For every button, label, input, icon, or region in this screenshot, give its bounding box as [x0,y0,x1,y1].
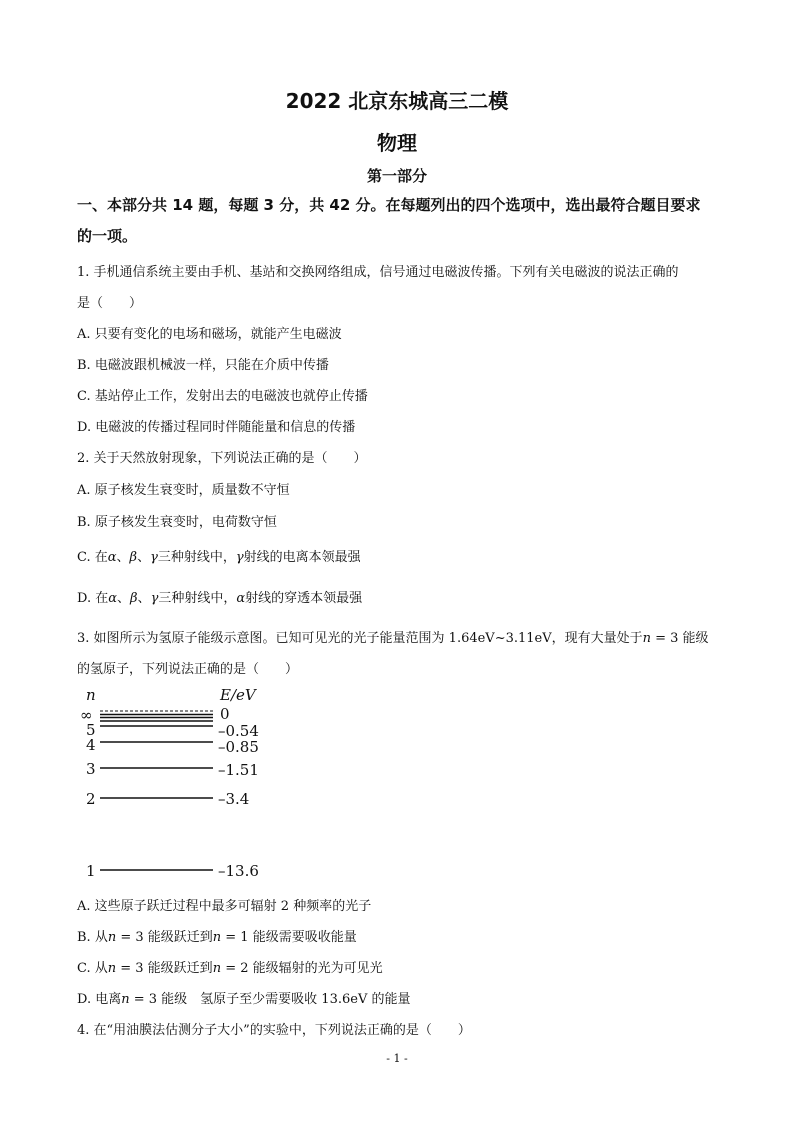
question-3-option-a: A. 这些原子跃迁过程中最多可辐射 2 种频率的光子 [77,899,372,914]
n-symbol: n [107,930,117,945]
option-c-suffix: 射线的电离本领最强 [243,550,361,565]
separator: 、 [137,550,151,565]
alpha-symbol: α [107,550,117,565]
section-instructions-line2: 的一项。 [77,227,138,245]
option-b-prefix: B. 从 [77,930,108,945]
beta-symbol: β [129,550,138,565]
ray-symbol: γ [235,550,244,565]
question-3-option-b [77,926,357,945]
gamma-symbol: γ [150,591,159,606]
question-1-option-a: A. 只要有变化的电场和磁场，就能产生电磁波 [77,327,342,342]
option-b-middle: = 3 能级跃迁到 [116,930,213,945]
level-energy-1: –13.6 [218,862,259,880]
question-3-stem-line1 [77,627,709,646]
separator: 、 [137,591,151,606]
ray-symbol: α [236,591,246,606]
level-energy-2: –3.4 [218,790,250,808]
section-instructions-line1: 一、本部分共 14 题，每题 3 分，共 42 分。在每题列出的四个选项中，选出最符合题目要求 [77,196,701,214]
level-energy-infinity: 0 [220,705,230,723]
subject-title: 物理 [377,131,417,155]
page-number: - 1 - [386,1052,408,1065]
n-symbol: n [121,992,130,1007]
question-2-option-c [77,546,361,565]
question-1-option-b: B. 电磁波跟机械波一样，只能在介质中传播 [77,358,329,373]
option-b-suffix: = 1 能级需要吸收能量 [221,930,357,945]
option-c-middle: 三种射线中， [157,550,236,565]
n-symbol: n [212,961,222,976]
part-heading: 第一部分 [366,167,427,185]
option-c-middle: = 3 能级跃迁到 [116,961,213,976]
gamma-symbol: γ [150,550,158,565]
question-3-option-d [77,988,410,1007]
separator: 、 [116,550,130,565]
question-1-stem-line2: 是（ ） [77,296,143,311]
question-2-option-a: A. 原子核发生衰变时，质量数不守恒 [77,483,290,498]
exam-title: 2022 北京东城高三二模 [285,89,509,113]
option-c-suffix: = 2 能级辐射的光为可见光 [221,961,383,976]
question-2-stem: 2. 关于天然放射现象，下列说法正确的是（ ） [77,451,367,466]
level-label-3: 3 [86,760,96,778]
option-d-middle: 三种射线中， [158,591,237,606]
question-1-stem-line1: 1. 手机通信系统主要由手机、基站和交换网络组成，信号通过电磁波传播。下列有关电磁波的说法正确的 [77,265,679,280]
level-label-4: 4 [86,736,96,754]
option-c-prefix: C. 在 [77,550,108,565]
separator: 、 [117,591,131,606]
level-label-infinity: ∞ [80,706,93,724]
question-3-stem-text-end: = 3 能级 [651,631,709,646]
level-label-1: 1 [86,862,96,880]
option-d-prefix: D. 在 [77,591,109,606]
level-label-2: 2 [86,790,96,808]
alpha-symbol: α [108,591,118,606]
n-axis-header: n [86,686,96,704]
option-d-suffix: = 3 能级 氢原子至少需要吸收 13.6eV 的能量 [129,992,411,1007]
question-2-option-d [77,587,362,606]
question-3-stem-line2: 的氢原子，下列说法正确的是（ ） [77,662,299,677]
level-energy-3: –1.51 [218,761,259,779]
question-2-option-b: B. 原子核发生衰变时，电荷数守恒 [77,515,277,530]
n-symbol: n [107,961,117,976]
option-d-prefix: D. 电离 [77,992,122,1007]
n-symbol: n [212,930,222,945]
beta-symbol: β [130,591,138,606]
section-instructions [77,190,722,252]
level-label-5: 5 [86,721,96,739]
n-symbol: n [642,631,651,646]
level-energy-4: –0.85 [218,738,259,756]
question-1-option-d: D. 电磁波的传播过程同时伴随能量和信息的传播 [77,420,356,435]
option-c-prefix: C. 从 [77,961,108,976]
energy-axis-header: E/eV [220,686,256,704]
energy-level-diagram [70,682,300,882]
question-3-stem-text: 3. 如图所示为氢原子能级示意图。已知可见光的光子能量范围为 1.64eV~3.11eV，现有大量处于 [77,631,643,646]
question-4-stem: 4. 在“用油膜法估测分子大小”的实验中，下列说法正确的是（ ） [77,1023,471,1038]
question-3-option-c [77,957,383,976]
question-1-option-c: C. 基站停止工作，发射出去的电磁波也就停止传播 [77,389,368,404]
level-energy-5: –0.54 [218,722,259,740]
option-d-suffix: 射线的穿透本领最强 [245,591,363,606]
